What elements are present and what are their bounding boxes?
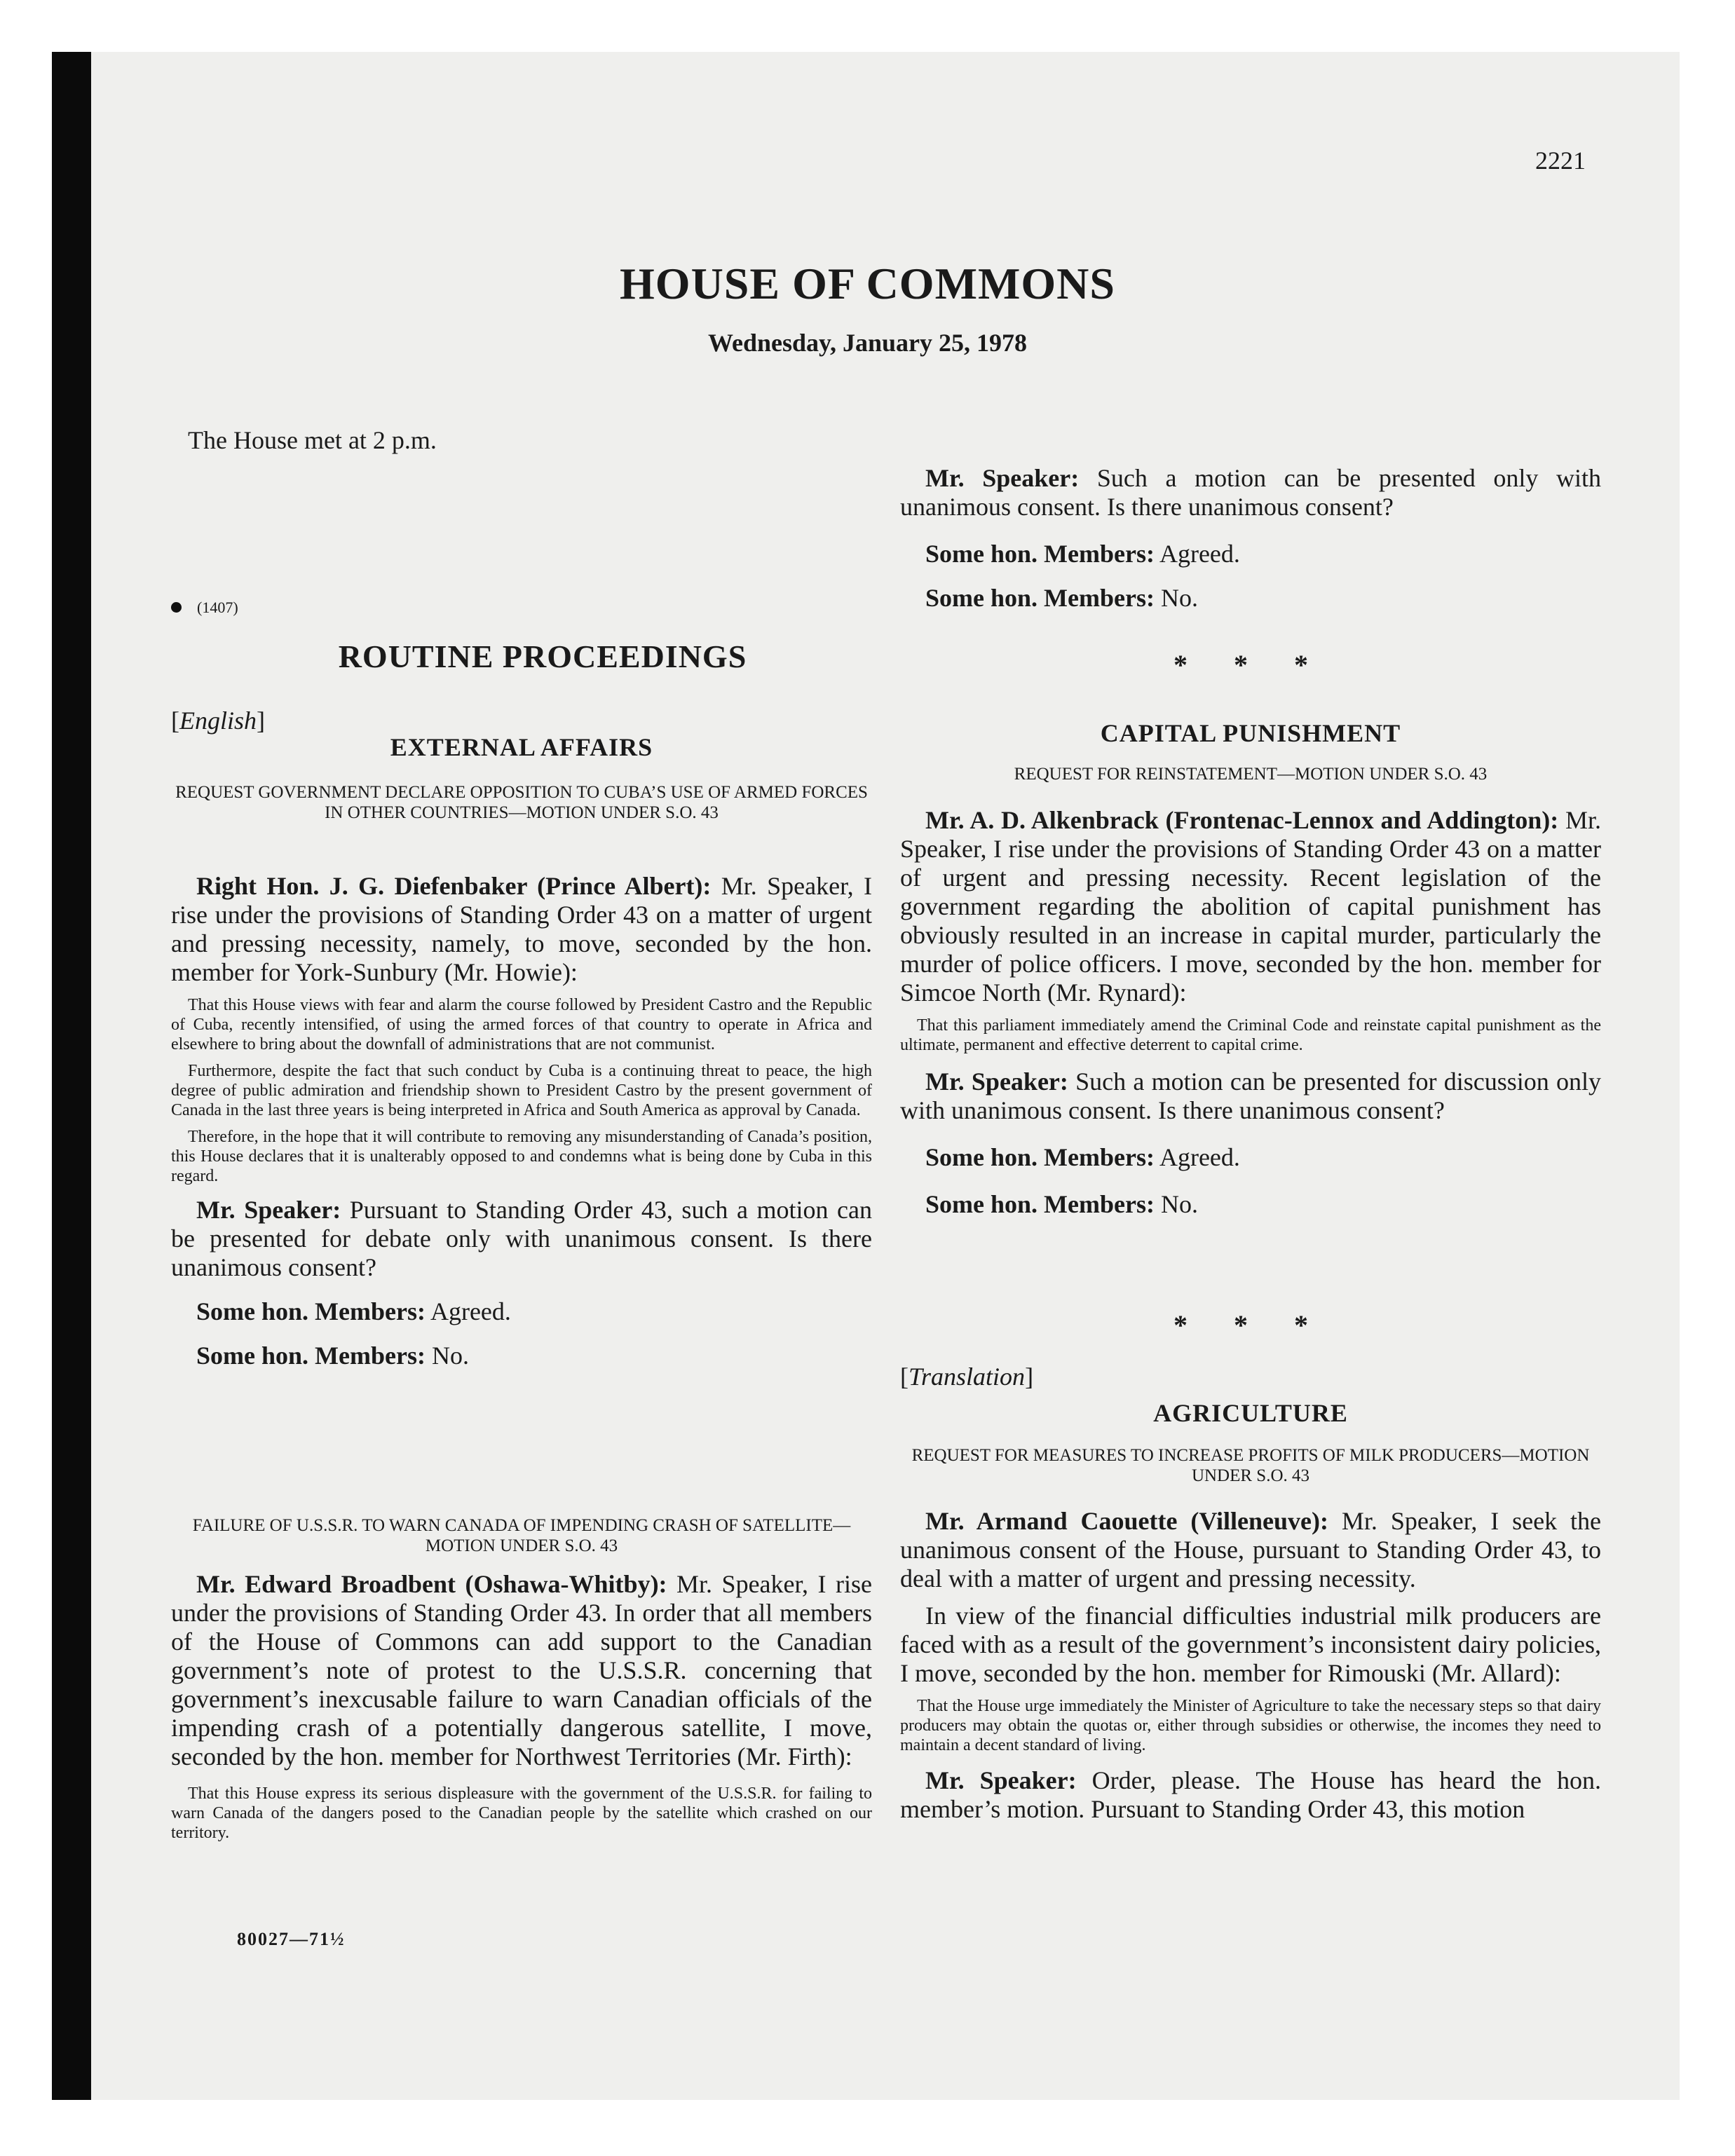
timestamp-marker <box>171 593 238 622</box>
speaker-name: Some hon. Members: <box>925 1190 1155 1218</box>
speaker-name: Mr. Speaker: <box>925 1766 1077 1794</box>
members-response <box>900 1143 1601 1172</box>
response-text: No. <box>1160 584 1198 612</box>
section-subheading-satellite: FAILURE OF U.S.S.R. TO WARN CANADA OF IMPENDING CRASH OF SATELLITE—MOTION UNDER S.O. 43 <box>192 1516 851 1555</box>
speech-paragraph: In view of the financial difficulties industrial milk producers are faced with as a result of the government’s inconsistent dairy policies, I move, seconded by the hon. member for Rimouski (Mr. Allard): <box>900 1602 1601 1687</box>
speech-paragraph <box>171 1570 872 1771</box>
speech-text: Mr. Speaker, I rise under the provisions of Standing Order 43 on a matter of urgent and pressing necessity. Recent legislation of the government regarding the abolition of capital punishment has obviously resulted in an increase in capital murder, particularly the murder of police officers. I move, seconded by the hon. member for Simcoe North (Mr. Rynard): <box>900 806 1602 1007</box>
speaker-name: Some hon. Members: <box>925 584 1155 612</box>
language-rubric <box>900 1363 1033 1391</box>
speech-paragraph <box>171 1196 872 1282</box>
section-heading-external-affairs: EXTERNAL AFFAIRS <box>390 733 653 761</box>
members-response <box>171 1342 872 1370</box>
speaker-name: Right Hon. J. G. Diefenbaker (Prince Albert): <box>196 872 712 900</box>
response-text: Agreed. <box>430 1297 511 1325</box>
speech-text: Such a motion can be presented only with unanimous consent. Is there unanimous consent? <box>900 464 1602 521</box>
opening-line: The House met at 2 p.m. <box>188 426 437 454</box>
rubric-bracket-open: [ <box>900 1363 909 1391</box>
speaker-name: Mr. Speaker: <box>925 464 1080 492</box>
alkenbrack-intervention <box>900 806 1601 1227</box>
timestamp: (1407) <box>197 599 238 616</box>
speaker-name: Mr. A. D. Alkenbrack (Frontenac-Lennox and Addington): <box>925 806 1559 834</box>
speaker-name: Mr. Edward Broadbent (Oshawa-Whitby): <box>196 1570 667 1598</box>
members-response <box>171 1297 872 1326</box>
page-title: HOUSE OF COMMONS <box>620 259 1115 308</box>
broadbent-intervention <box>171 1570 872 1850</box>
motion-text: That the House urge immediately the Minister of Agriculture to take the necessary steps so that dairy producers may obtain the quotas or, either through subsidies or otherwise, the incomes they need to maintain a decent standard of living. <box>900 1697 1601 1754</box>
speech-paragraph <box>900 1766 1601 1824</box>
section-divider: * * * <box>1173 649 1328 681</box>
members-response <box>900 584 1601 613</box>
speech-paragraph <box>900 1507 1601 1593</box>
section-subheading-reinstatement: REQUEST FOR REINSTATEMENT—MOTION UNDER S.O. 43 <box>1014 765 1488 784</box>
section-heading-capital-punishment: CAPITAL PUNISHMENT <box>1100 719 1401 747</box>
speech-text: Mr. Speaker, I rise under the provisions of Standing Order 43. In order that all members of the House of Commons can add support to the Canadian government’s note of protest to the U.S.S.R. concerning that government’s inexcusable failure to warn Canadian officials of the impending crash of a potentially dangerous satellite, I move, seconded by the hon. member for Northwest Territories (Mr. Firth): <box>171 1570 873 1770</box>
section-heading-agriculture: AGRICULTURE <box>1153 1399 1348 1427</box>
speech-paragraph <box>171 872 872 987</box>
motion-text: That this House express its serious displeasure with the government of the U.S.S.R. for failing to warn Canada of the dangers posed to the Canadian people by the satellite which crashed on our territory. <box>171 1785 872 1842</box>
section-divider: * * * <box>1173 1309 1328 1341</box>
speech-text: Such a motion can be presented for discussion only with unanimous consent. Is there unanimous consent? <box>900 1067 1601 1124</box>
section-subheading-milk: REQUEST FOR MEASURES TO INCREASE PROFITS OF MILK PRODUCERS—MOTION UNDER S.O. 43 <box>911 1446 1590 1485</box>
response-text: Agreed. <box>1159 1143 1240 1171</box>
speaker-name: Some hon. Members: <box>196 1297 426 1325</box>
response-text: No. <box>1160 1190 1198 1218</box>
bullet-icon <box>171 602 182 613</box>
rubric-language: English <box>179 707 257 735</box>
speech-text: Order, please. The House has heard the hon. member’s motion. Pursuant to Standing Order 43, this motion <box>900 1766 1602 1823</box>
speaker-name: Mr. Armand Caouette (Villeneuve): <box>925 1507 1328 1535</box>
rubric-bracket-open: [ <box>171 707 179 735</box>
routine-proceedings-heading: ROUTINE PROCEEDINGS <box>338 639 747 674</box>
speaker-name: Mr. Speaker: <box>196 1196 341 1224</box>
page-number: 2221 <box>1535 146 1586 175</box>
language-rubric <box>171 707 265 735</box>
motion-text: That this parliament immediately amend the Criminal Code and reinstate capital punishment as the ultimate, permanent and effective deterrent to capital crime. <box>900 1016 1601 1054</box>
members-response <box>900 540 1601 568</box>
motion-text: Therefore, in the hope that it will contribute to removing any misunderstanding of Canada’s position, this House declares that it is unalterably opposed to and condemns what is being done by Cuba in this regard. <box>171 1128 872 1185</box>
diefenbaker-intervention <box>171 872 872 1379</box>
motion-text: Furthermore, despite the fact that such conduct by Cuba is a continuing threat to peace, the high degree of public admiration and friendship shown to President Castro by the present government of Canada in the last three years is being interpreted in Africa and South America as approval by Canada. <box>171 1062 872 1119</box>
speech-text: Mr. Speaker, I rise under the provisions of Standing Order 43 on a matter of urgent and pressing necessity, namely, to move, seconded by the hon. member for York-Sunbury (Mr. Howie): <box>171 872 872 986</box>
speaker-name: Some hon. Members: <box>925 1143 1155 1171</box>
scan-binding-edge <box>52 52 91 2100</box>
caouette-intervention <box>900 1507 1601 1832</box>
rubric-language: Translation <box>909 1363 1026 1391</box>
speech-paragraph <box>900 1067 1601 1125</box>
members-response <box>900 1190 1601 1219</box>
speaker-ruling-top <box>900 464 1601 621</box>
speech-text: Mr. Speaker, I seek the unanimous consent of the House, pursuant to Standing Order 43, to deal with a matter of urgent and pressing necessity. <box>900 1507 1602 1592</box>
speaker-name: Mr. Speaker: <box>925 1067 1068 1096</box>
speech-text: Pursuant to Standing Order 43, such a motion can be presented for debate only with unanimous consent. Is there unanimous consent? <box>171 1196 872 1281</box>
response-text: Agreed. <box>1159 540 1240 568</box>
speaker-name: Some hon. Members: <box>196 1342 426 1370</box>
response-text: No. <box>431 1342 469 1370</box>
sitting-date: Wednesday, January 25, 1978 <box>707 329 1028 357</box>
section-subheading-cuba: REQUEST GOVERNMENT DECLARE OPPOSITION TO CUBA’S USE OF ARMED FORCES IN OTHER COUNTRIES—MOTION UNDER S.O. 43 <box>175 783 868 822</box>
motion-text: That this House views with fear and alarm the course followed by President Castro and the Republic of Cuba, recently intensified, of using the armed forces of that country to operate in Africa and elsewhere to bring about the downfall of administrations that are not communist. <box>171 996 872 1053</box>
speech-paragraph <box>900 464 1601 521</box>
rubric-bracket-close: ] <box>257 707 266 735</box>
speaker-name: Some hon. Members: <box>925 540 1155 568</box>
speech-paragraph <box>900 806 1601 1007</box>
rubric-bracket-close: ] <box>1025 1363 1034 1391</box>
print-reference: 80027—71½ <box>237 1929 346 1949</box>
